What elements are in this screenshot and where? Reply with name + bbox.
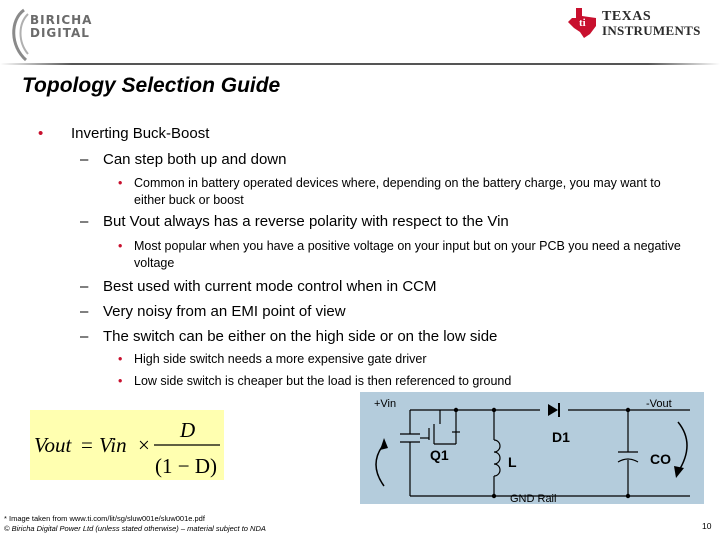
bullet-text: Low side switch is cheaper but the load is then referenced to ground xyxy=(134,374,512,388)
svg-text:ti: ti xyxy=(579,17,586,29)
bullet-text: Very noisy from an EMI point of view xyxy=(103,303,346,320)
inverting-buck-boost-schematic xyxy=(360,392,704,504)
slide-title: Topology Selection Guide xyxy=(22,74,281,97)
l-label: L xyxy=(508,454,517,470)
formula-vin: Vin xyxy=(99,433,127,457)
bullet-text: High side switch needs a more expensive gate driver xyxy=(134,352,427,366)
bullet-text: But Vout always has a reverse polarity with respect to the Vin xyxy=(103,213,509,230)
bullet-marker: – xyxy=(80,278,89,295)
biricha-swirl-icon xyxy=(6,6,32,62)
bullet-text: Common in battery operated devices where, depending on the battery charge, you may want to either buck or boost xyxy=(134,176,661,207)
copyright-notice: © Biricha Digital Power Ltd (unless stated otherwise) – material subject to NDA xyxy=(4,524,266,533)
biricha-logo-line1: BIRICHA xyxy=(30,13,93,27)
bullet-marker: • xyxy=(118,239,123,253)
image-source-note: * Image taken from www.ti.com/lit/sg/sluw001e/sluw001e.pdf xyxy=(4,514,205,523)
footer xyxy=(4,514,266,534)
page-number: 10 xyxy=(702,521,712,531)
bullet-text: Can step both up and down xyxy=(103,151,287,168)
bullet-text: Best used with current mode control when in CCM xyxy=(103,278,437,295)
gnd-rail-label: GND Rail xyxy=(510,493,557,504)
biricha-logo-line2: DIGITAL xyxy=(30,26,90,40)
formula-times: × xyxy=(138,433,150,457)
ti-logo-line2: INSTRUMENTS xyxy=(602,23,701,38)
bullet-text: Inverting Buck-Boost xyxy=(71,125,210,142)
bullet-marker: • xyxy=(118,176,123,190)
bullet-text: The switch can be either on the high side or on the low side xyxy=(103,328,498,345)
biricha-digital-logo xyxy=(6,6,116,62)
d1-label: D1 xyxy=(552,429,570,445)
vin-label: +Vin xyxy=(374,398,397,410)
schematic-graphic xyxy=(360,392,704,504)
ti-logo-line1: TEXAS xyxy=(602,9,652,24)
texas-state-icon xyxy=(566,6,600,40)
header-divider xyxy=(0,63,720,65)
bullet-text: Most popular when you have a positive voltage on your input but on your PCB you need a negative voltage xyxy=(134,239,681,270)
formula-vout: Vout xyxy=(34,433,72,457)
q1-label: Q1 xyxy=(430,447,449,463)
bullet-marker: • xyxy=(118,374,123,388)
vout-label: -Vout xyxy=(646,398,672,410)
bullet-marker: – xyxy=(80,328,89,345)
co-label: CO xyxy=(650,451,671,467)
formula-equals: = xyxy=(81,433,93,457)
bullet-marker: – xyxy=(80,213,89,230)
texas-instruments-logo xyxy=(566,4,712,44)
bullet-marker: – xyxy=(80,151,89,168)
formula-numerator: D xyxy=(180,418,196,442)
gain-formula xyxy=(30,410,224,480)
formula-denominator: (1 − D) xyxy=(155,454,217,478)
bullet-marker: • xyxy=(118,352,123,366)
bullet-marker: • xyxy=(38,125,44,142)
bullet-marker: – xyxy=(80,303,89,320)
formula-graphic xyxy=(30,410,224,480)
